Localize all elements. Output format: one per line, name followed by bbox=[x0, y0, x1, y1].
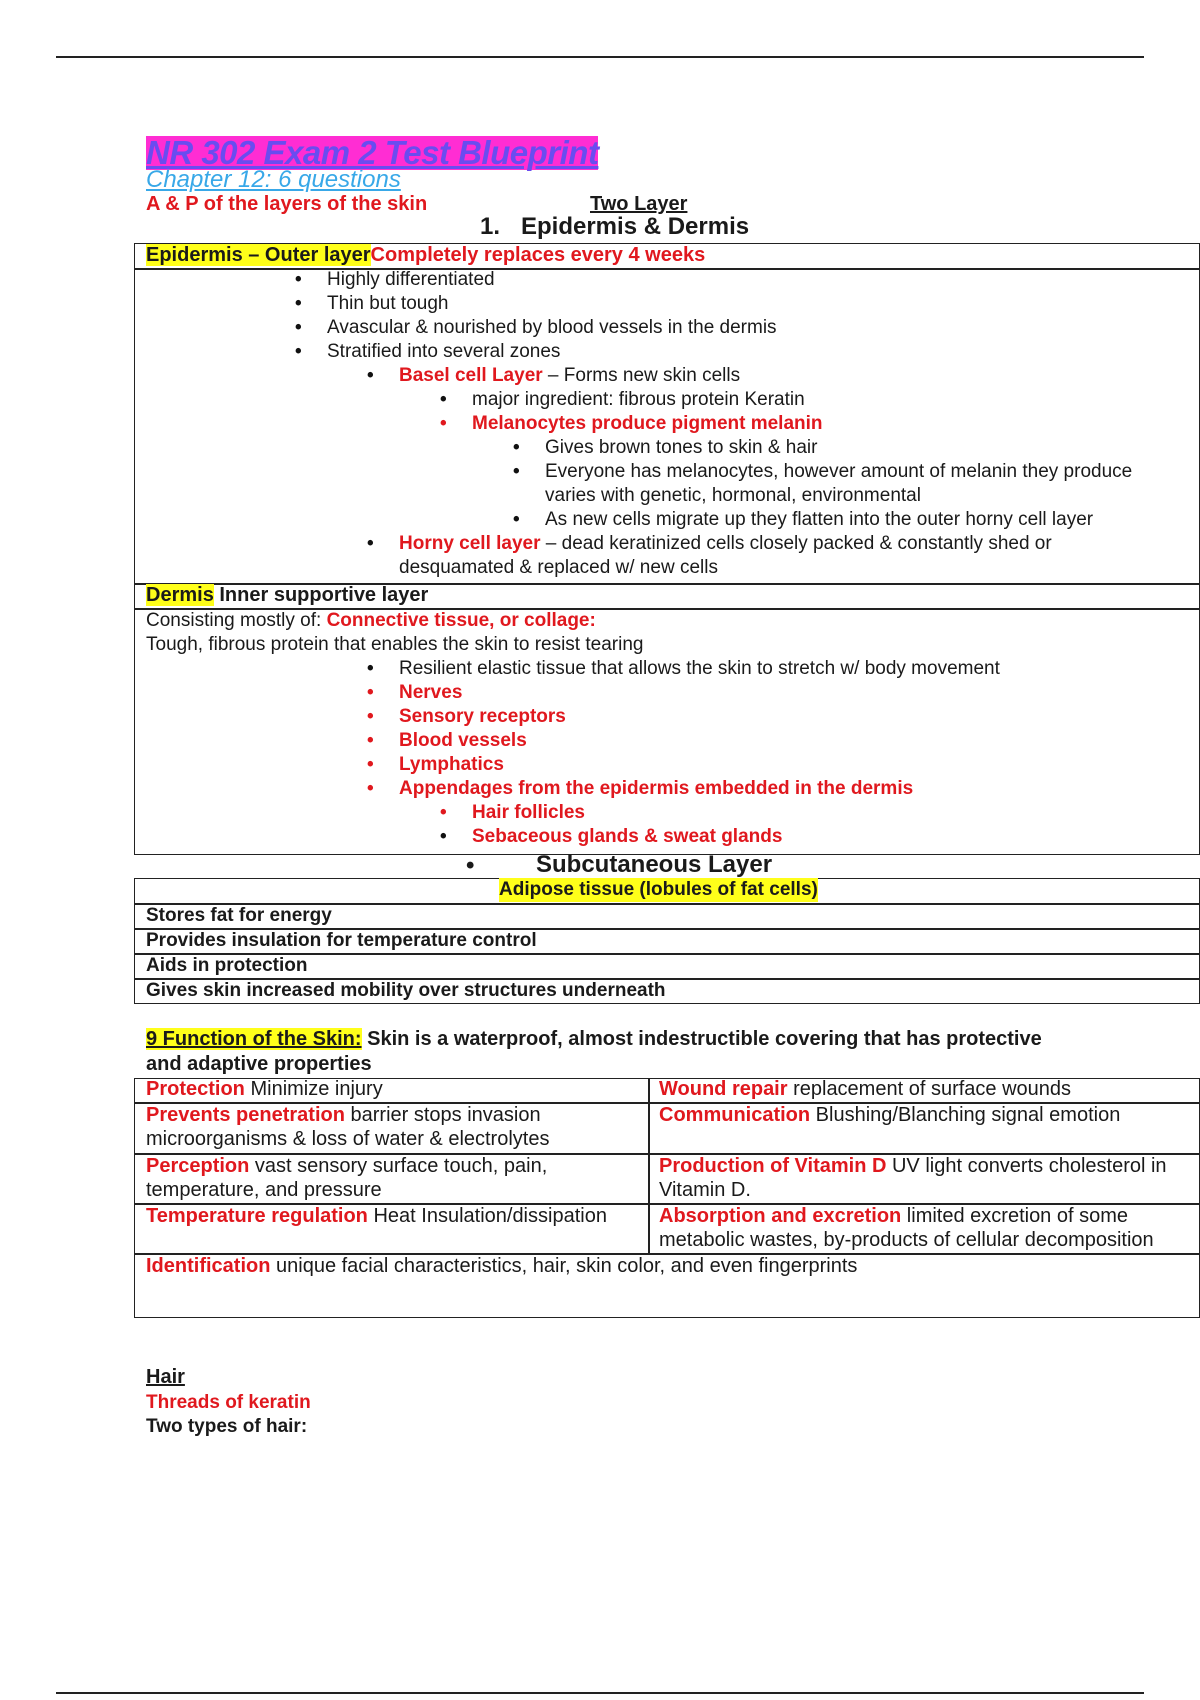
list-item: • Avascular & nourished by blood vessels in the dermis bbox=[327, 316, 777, 340]
basal-text: – Forms new skin cells bbox=[542, 365, 741, 386]
function-cell bbox=[659, 1154, 1199, 1202]
function-text: Heat Insulation/dissipation bbox=[367, 1205, 607, 1227]
list-item bbox=[399, 532, 1052, 556]
function-text: UV light converts cholesterol in Vitamin D. bbox=[659, 1155, 1167, 1201]
dermis-label-rest: Inner supportive layer bbox=[213, 584, 429, 606]
function-text: vast sensory surface touch, pain, temperature, and pressure bbox=[146, 1155, 548, 1201]
epidermis-header bbox=[146, 244, 705, 267]
list-item: • Stratified into several zones bbox=[327, 340, 560, 364]
chapter-heading: Chapter 12: 6 questions bbox=[146, 166, 401, 193]
section-title: Epidermis & Dermis bbox=[521, 213, 750, 240]
connective-text: Connective tissue, or collage: bbox=[326, 610, 596, 631]
function-text: Minimize injury bbox=[244, 1078, 383, 1100]
list-item-continuation: desquamated & replaced w/ new cells bbox=[399, 557, 718, 578]
table-row: Gives skin increased mobility over structures underneath bbox=[146, 980, 666, 1001]
divider bbox=[134, 268, 1200, 270]
doc-title: NR 302 Exam 2 Test Blueprint bbox=[146, 134, 599, 171]
list-item: • Sensory receptors bbox=[399, 705, 566, 729]
dermis-consisting bbox=[146, 609, 596, 633]
function-text: Blushing/Blanching signal emotion bbox=[810, 1104, 1121, 1126]
epidermis-label: Epidermis – Outer layer bbox=[146, 244, 371, 266]
table-row: Stores fat for energy bbox=[146, 905, 332, 926]
function-key: Communication bbox=[659, 1104, 811, 1126]
table-row: Provides insulation for temperature control bbox=[146, 930, 537, 951]
function-text: barrier stops invasion microorganisms & loss of water & electrolytes bbox=[146, 1104, 550, 1150]
hair-title: Hair bbox=[146, 1366, 185, 1388]
two-layer-heading: Two Layer bbox=[590, 193, 688, 215]
hair-threads: Threads of keratin bbox=[146, 1392, 311, 1413]
list-item: • Gives brown tones to skin & hair bbox=[545, 436, 817, 460]
list-item: • major ingredient: fibrous protein Keratin bbox=[472, 388, 805, 412]
subq-title: Subcutaneous Layer bbox=[536, 851, 773, 878]
function-cell bbox=[146, 1077, 642, 1101]
function-key: Prevents penetration bbox=[146, 1104, 345, 1126]
list-item: • Appendages from the epidermis embedded in the dermis bbox=[399, 777, 913, 801]
functions-label: 9 Function of the Skin: bbox=[146, 1028, 362, 1050]
function-key: Protection bbox=[146, 1078, 245, 1100]
function-key: Absorption and excretion bbox=[659, 1205, 902, 1227]
column-divider bbox=[648, 1078, 650, 1254]
functions-intro-text: Skin is a waterproof, almost indestructible covering that has protective bbox=[361, 1028, 1042, 1050]
dermis-label: Dermis bbox=[146, 584, 214, 606]
horny-text: – dead keratinized cells closely packed & constantly shed or bbox=[540, 533, 1052, 554]
subq-bullet: • bbox=[466, 852, 475, 879]
section-number: 1. bbox=[480, 213, 501, 240]
function-cell bbox=[146, 1154, 642, 1202]
dermis-tough: Tough, fibrous protein that enables the skin to resist tearing bbox=[146, 634, 644, 655]
function-text: replacement of surface wounds bbox=[787, 1078, 1072, 1100]
list-item: • Sebaceous glands & sweat glands bbox=[472, 825, 782, 849]
function-cell bbox=[659, 1103, 1199, 1127]
top-rule bbox=[56, 56, 1144, 58]
functions-intro bbox=[146, 1028, 1042, 1051]
function-cell bbox=[659, 1204, 1199, 1252]
functions-intro-2: and adaptive properties bbox=[146, 1053, 372, 1075]
function-cell bbox=[146, 1204, 642, 1228]
topic-heading: A & P of the layers of the skin bbox=[146, 193, 428, 215]
function-key: Wound repair bbox=[659, 1078, 788, 1100]
bottom-rule bbox=[56, 1692, 1144, 1694]
dermis-header bbox=[146, 584, 428, 607]
function-text: limited excretion of some metabolic wastes, by-products of cellular decomposition bbox=[659, 1205, 1154, 1251]
horny-label: Horny cell layer bbox=[399, 533, 541, 554]
list-item: • Thin but tough bbox=[327, 292, 448, 316]
table-row: Aids in protection bbox=[146, 955, 308, 976]
function-cell bbox=[146, 1254, 1196, 1278]
function-key: Perception bbox=[146, 1155, 250, 1177]
basal-label: Basel cell Layer bbox=[399, 365, 543, 386]
list-item: • Melanocytes produce pigment melanin bbox=[472, 412, 823, 436]
consisting-text: Consisting mostly of: bbox=[146, 610, 327, 631]
list-item: • Nerves bbox=[399, 681, 462, 705]
list-item: • Resilient elastic tissue that allows the skin to stretch w/ body movement bbox=[399, 657, 1000, 681]
subq-header: Adipose tissue (lobules of fat cells) bbox=[499, 879, 818, 900]
function-key: Temperature regulation bbox=[146, 1205, 368, 1227]
function-cell bbox=[146, 1103, 642, 1151]
list-item-continuation: varies with genetic, hormonal, environmental bbox=[545, 485, 921, 506]
epidermis-note: Completely replaces every 4 weeks bbox=[370, 244, 706, 266]
function-text: unique facial characteristics, hair, skin color, and even fingerprints bbox=[270, 1255, 858, 1277]
list-item: • Blood vessels bbox=[399, 729, 527, 753]
list-item: • As new cells migrate up they flatten into the outer horny cell layer bbox=[545, 508, 1093, 532]
list-item: • Everyone has melanocytes, however amount of melanin they produce bbox=[545, 460, 1132, 484]
function-key: Production of Vitamin D bbox=[659, 1155, 887, 1177]
list-item: • Highly differentiated bbox=[327, 268, 495, 292]
list-item: • Lymphatics bbox=[399, 753, 504, 777]
function-key: Identification bbox=[146, 1255, 271, 1277]
list-item bbox=[399, 364, 740, 388]
hair-types: Two types of hair: bbox=[146, 1416, 308, 1437]
function-cell bbox=[659, 1077, 1199, 1101]
list-item: • Hair follicles bbox=[472, 801, 585, 825]
